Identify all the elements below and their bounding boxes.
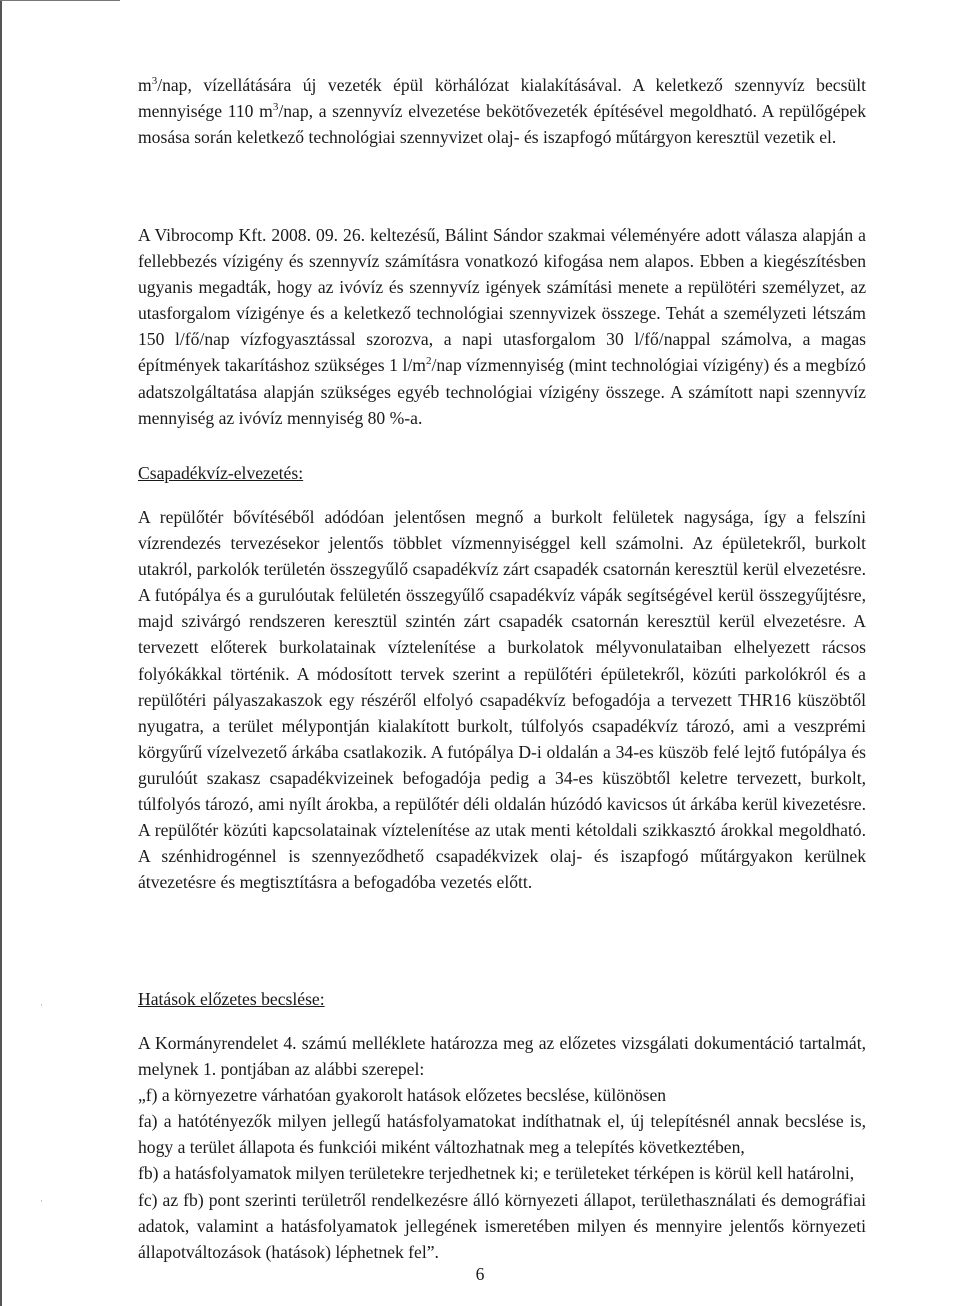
superscript: 3 — [151, 75, 158, 88]
text-run: A Vibrocomp Kft. 2008. 09. 26. keltezésű, Bálint Sándor szakmai véleményére adott válasza alapján a fellebbezés vízigény és szennyvíz számításra vonatkozó kifogása nem alapos. Ebben a kiegészítésben ugyanis megadták, hogy az ivóvíz és szennyvíz igények számítási menete a repülötéri személyzet, az utasforgalom vízigénye és a keletkező technológiai szennyvizek összege. Tehát a személyzeti létszám 150 l/fő/nap vízfogyasztással szorozva, a napi utasforgalom 30 l/fő/nappal számolva, a magas építmények takarításhoz szükséges 1 l/m — [138, 225, 866, 376]
text-run: /nap, vízellátására új vezeték épül körhálózat kialakításával. A keletkező szennyvíz becsült mennyisége 110 m — [138, 75, 866, 122]
heading-stormwater — [138, 460, 866, 486]
heading-impact-estimate — [138, 986, 866, 1012]
scan-speck: · — [40, 1196, 43, 1206]
quote-line-fb: fb) a hatásfolyamatok milyen területekre terjedhetnek ki; e területeket térképen is körül kell határolni, — [138, 1163, 855, 1184]
section-heading: Hatások előzetes becslése: — [138, 989, 325, 1009]
section-heading: Csapadékvíz-elvezetés: — [138, 463, 304, 483]
quote-line-fa: fa) a hatótényezők milyen jellegű hatásfolyamatokat indíthatnak el, új telepítésnél annak becslése is, hogy a terület állapota és funkciói miként változhatnak meg a telepítés következtében, — [138, 1111, 866, 1158]
paragraph-text: A Kormányrendelet 4. számú melléklete határozza meg az előzetes vizsgálati dokumentáció tartalmát, melynek 1. pontjában az alábbi szerepel: — [138, 1033, 866, 1080]
paragraph-vibrocomp — [138, 222, 866, 431]
scan-edge-top — [0, 0, 120, 1]
quote-line-f: „f) a környezetre várhatóan gyakorolt hatások előzetes becslése, különösen — [138, 1085, 667, 1106]
text-run: /nap vízmennyiség (mint technológiai vízigény) és a megbízó adatszolgáltatása alapján szükséges egyéb technológiai vízigény összege. A számított napi szennyvíz mennyiség az ivóvíz mennyiség 80 %-a. — [138, 355, 866, 428]
paragraph-stormwater — [138, 504, 866, 895]
paragraph-impacts — [138, 1030, 866, 1265]
superscript: 3 — [272, 101, 279, 114]
paragraph-water-supply — [138, 72, 866, 150]
scan-edge-left — [0, 0, 2, 1306]
paragraph-text: A repülőtér bővítéséből adódóan jelentősen megnő a burkolt felületek nagysága, így a felszíni vízrendezés tervezésekor jelentős többlet vízmennyiséggel kell számolni. Az épületekről, burkolt utakról, parkolók területén összegyűlő csapadékvíz zárt csapadék csatornán keresztül kerül elvezetésre. A futópálya és a gurulóutak felületén összegyűlő csapadékvíz vápák segítségével kerül összegyűjtésre, majd szivárgó rendszeren keresztül szintén zárt csapadék csatornán keresztül kerül elvezetésre. A tervezett előterek burkolatainak víztelenítése a burkolatok mélyvonulataiban elhelyezett rácsos folyókákkal történik. A módosított tervek szerint a repülőtéri épületekről, közúti parkolókról és a repülőtéri pályaszakaszok egy részéről elfolyó csapadékvíz befogadója a tervezett THR16 küszöbtől nyugatra, a terület mélypontján kialakított burkolt, túlfolyós csapadékvíz tározó, ami a veszprémi körgyűrű vízelvezető árkába csatlakozik. A futópálya D-i oldalán a 34-es küszöb felé lejtő futópálya és gurulóút szakasz csapadékvizeinek befogadója pedig a 34-es küszöbtől keletre tervezett, burkolt, túlfolyós tározó, ami nyílt árokba, a repülőtér déli oldalán húzódó kavicsos út árkába kerül kivezetésre. A repülőtér közúti kapcsolatainak víztelenítése az utak menti kétoldali szikkasztó árokkal megoldható. A szénhidrogénnel is szennyeződhető csapadékvizek olaj- és iszapfogó műtárgyakon kerülnek átvezetésre és megtisztításra a befogadóba vezetés előtt. — [138, 507, 866, 893]
text-run: m — [138, 75, 152, 95]
quote-line-fc: fc) az fb) pont szerinti területről rendelkezésre álló környezeti állapot, területhasználati és demográfiai adatok, valamint a hatásfolyamatok jellegének ismeretében milyen és mennyire jelentős környezeti állapotváltozások (hatások) léphetnek fel”. — [138, 1189, 866, 1262]
scan-speck: · — [40, 1000, 43, 1010]
superscript: 2 — [425, 355, 432, 368]
text-run: /nap, a szennyvíz elvezetése bekötővezeték építésével megoldható. A repülőgépek mosása során keletkező technológiai szennyvizet olaj- és iszapfogó műtárgyon keresztül vezetik el. — [138, 101, 866, 148]
page-number: 6 — [475, 1264, 485, 1284]
